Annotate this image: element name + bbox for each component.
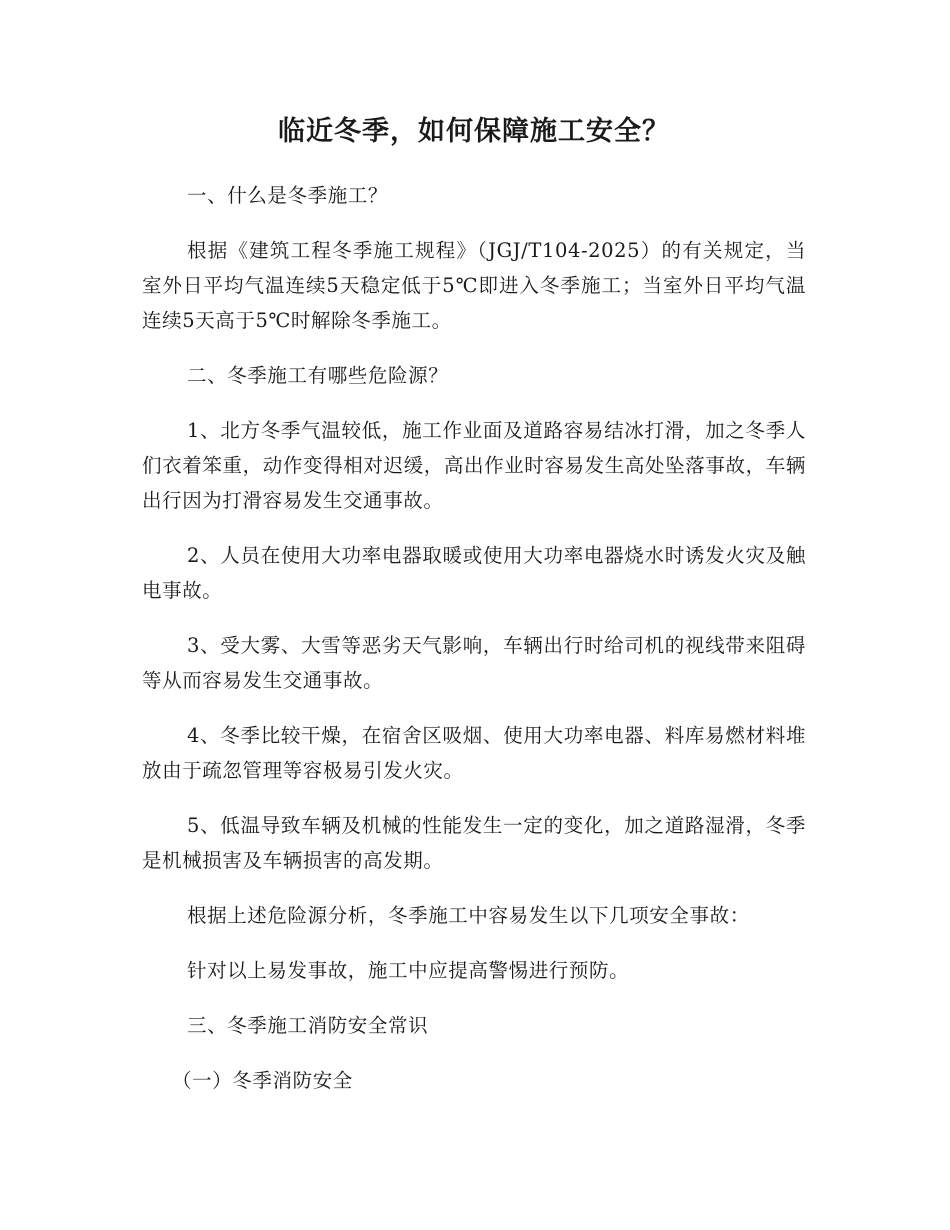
hazard-item-3: 3、受大雾、大雪等恶劣天气影响，车辆出行时给司机的视线带来阻碍等从而容易发生交通事故。 (142, 634, 806, 692)
paragraph-analysis: 根据上述危险源分析，冬季施工中容易发生以下几项安全事故： (187, 904, 750, 927)
paragraph-definition: 根据《建筑工程冬季施工规程》（JGJ/T104-2025）的有关规定，当室外日平均气温连续5天稳定低于5℃即进入冬季施工；当室外日平均气温连续5天高于5℃时解除冬季施工。 (142, 239, 806, 332)
section-heading-1: 一、什么是冬季施工？ (187, 184, 389, 207)
hazard-item-2: 2、人员在使用大功率电器取暖或使用大功率电器烧水时诱发火灾及触电事故。 (142, 544, 806, 602)
subsection-heading-1: （一）冬季消防安全 (172, 1069, 353, 1092)
paragraph-prevention: 针对以上易发事故，施工中应提高警惕进行预防。 (187, 959, 630, 982)
document-page (142, 108, 806, 1118)
hazard-item-4: 4、冬季比较干燥，在宿舍区吸烟、使用大功率电器、料库易燃材料堆放由于疏忽管理等容极易引发火灾。 (142, 724, 806, 782)
hazard-item-5: 5、低温导致车辆及机械的性能发生一定的变化，加之道路湿滑，冬季是机械损害及车辆损害的高发期。 (142, 814, 806, 872)
section-heading-2: 二、冬季施工有哪些危险源？ (187, 364, 449, 387)
section-heading-3: 三、冬季施工消防安全常识 (187, 1014, 429, 1037)
document-title: 临近冬季，如何保障施工安全？ (278, 116, 670, 147)
hazard-item-1: 1、北方冬季气温较低，施工作业面及道路容易结冰打滑，加之冬季人们衣着笨重，动作变得相对迟缓，高出作业时容易发生高处坠落事故，车辆出行因为打滑容易发生交通事故。 (142, 419, 806, 512)
